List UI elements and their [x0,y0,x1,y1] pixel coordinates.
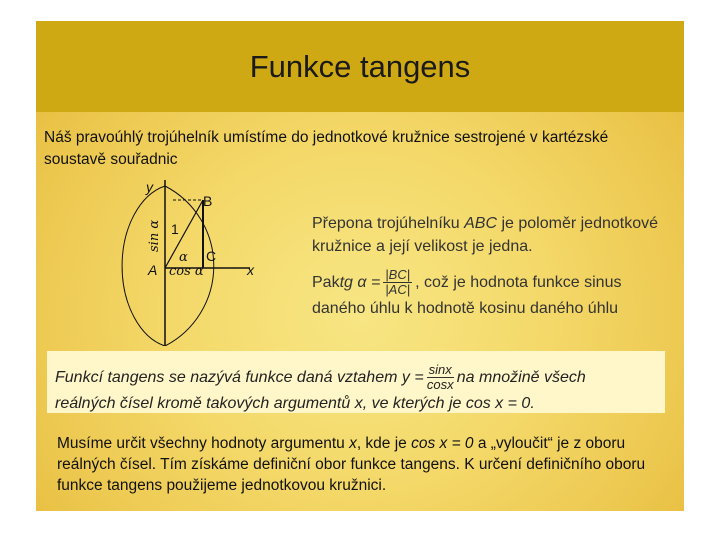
intro-text: Náš pravoúhlý trojúhelník umístíme do jednotkové kružnice sestrojené v kartézské soustavě souřadnic [44,129,609,168]
hypotenuse-text: Přepona trojúhelníku ABC je poloměr jednotkové kružnice a její velikost je jedna. [312,215,658,255]
cos-label: cos α [169,264,204,279]
right-explanation [312,212,682,320]
slide-title: Funkce tangens [249,49,471,84]
unit-circle-diagram [100,176,300,346]
y-axis-label: y [146,179,153,195]
circle-arc-left [122,186,165,346]
definition-fraction: $\frac{\sin x}{\cos x}$ [426,362,454,392]
tg-fraction: $\frac{|BC|}{|AC|}$ [385,267,411,297]
point-c-label: C [206,248,217,264]
bottom-text: Musíme určit všechny hodnoty argumentu x, kde je cos x = 0 a „vyloučit“ je z oboru reálných čísel. Tím získáme definiční obor funkce tangens. K určení definičního oboru funkce tangens použijeme jednotkovou kružnici. [57,435,646,494]
sin-label: sin α [147,219,162,252]
definition-text: Funkcí tangens se nazývá funkce daná vztahem y = $\frac{\sin x}{\cos x}$ na množině všech reálných čísel kromě takových argumentů x, ve kterých je cos x = 0. [55,362,586,412]
point-a-label: A [148,262,158,278]
tg-expression: tg α = [339,274,381,291]
radius-label: 1 [171,221,179,237]
point-b-label: B [203,193,213,209]
tg-formula-line: Pak tg α = $\frac{|BC|}{|AC|}$ , což je hodnota funkce sinus [312,267,622,297]
ratio-text: daného úhlu k hodnotě kosinu daného úhlu [312,300,619,317]
x-axis-label: x [247,262,254,278]
alpha-label: α [179,250,188,265]
